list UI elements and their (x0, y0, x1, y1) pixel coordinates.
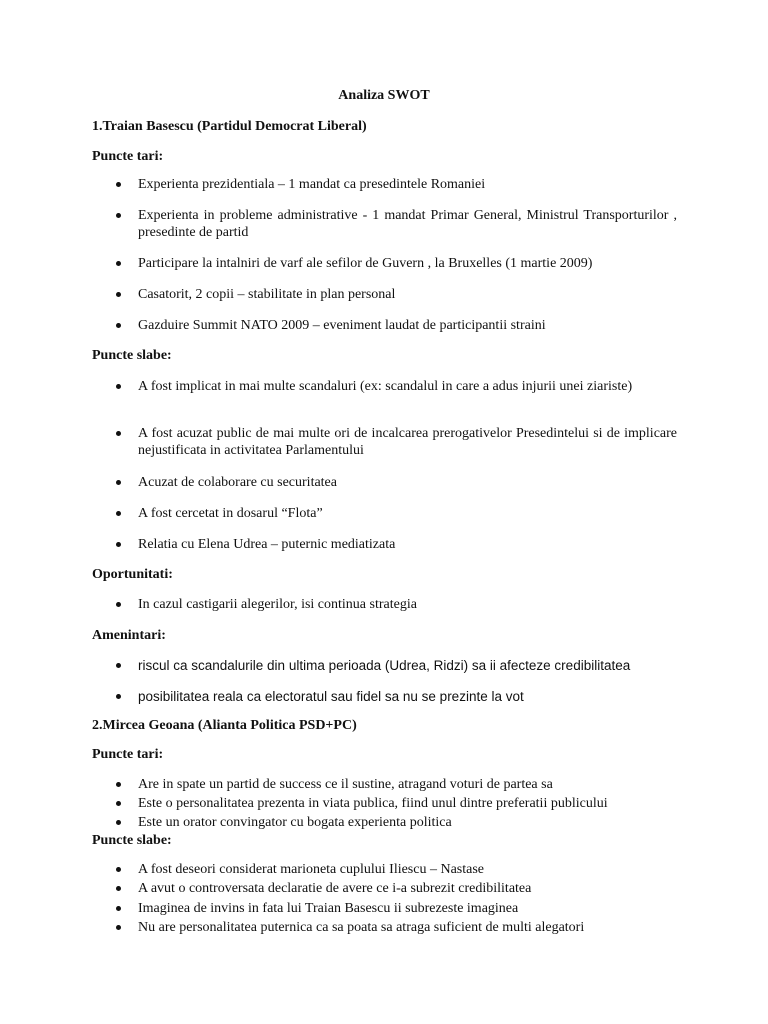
c2-weakness-item: A avut o controversata declaratie de avere ce i-a subrezit credibilitatea (138, 881, 532, 896)
c2-strength-item: Este o personalitatea prezenta in viata publica, fiind unul dintre preferatii publicului (138, 796, 608, 811)
bullet-icon (114, 317, 124, 334)
c2-weakness-item: Imaginea de invins in fata lui Traian Basescu ii subrezeste imaginea (138, 901, 519, 916)
c1-strengths-label: Puncte tari: (92, 149, 164, 164)
bullet-icon (114, 900, 124, 917)
bullet-icon (114, 596, 124, 613)
c1-weakness-item: A fost cercetat in dosarul “Flota” (138, 506, 323, 521)
c1-opportunity-item: In cazul castigarii alegerilor, isi continua strategia (138, 597, 417, 612)
candidate-1-heading: 1.Traian Basescu (Partidul Democrat Liberal) (92, 119, 367, 134)
bullet-icon (114, 795, 124, 812)
bullet-icon (114, 776, 124, 793)
bullet-icon (114, 536, 124, 553)
bullet-icon (114, 378, 124, 395)
c2-strengths-label: Puncte tari: (92, 747, 164, 762)
bullet-icon (114, 919, 124, 936)
c2-weakness-item: A fost deseori considerat marioneta cuplului Iliescu – Nastase (138, 862, 485, 877)
bullet-icon (114, 505, 124, 522)
bullet-icon (114, 688, 124, 705)
bullet-icon (114, 814, 124, 831)
c1-weaknesses-label: Puncte slabe: (92, 348, 172, 363)
c1-strength-item: Participare la intalniri de varf ale sefilor de Guvern , la Bruxelles (1 martie 2009) (138, 256, 593, 271)
bullet-icon (114, 880, 124, 897)
c2-weakness-item: Nu are personalitatea puternica ca sa poata sa atraga suficient de multi alegatori (138, 920, 585, 935)
c2-weaknesses-label: Puncte slabe: (92, 833, 172, 848)
c1-weakness-item: A fost acuzat public de mai multe ori de incalcarea prerogativelor Presedintelui si de implicare nejustificata in activitatea Parlamentului (138, 426, 677, 458)
c1-strength-item: Experienta prezidentiala – 1 mandat ca presedintele Romaniei (138, 177, 486, 192)
bullet-icon (114, 176, 124, 193)
candidate-2-heading: 2.Mircea Geoana (Alianta Politica PSD+PC) (92, 718, 357, 733)
c1-threat-item: riscul ca scandalurile din ultima perioada (Udrea, Ridzi) sa ii afecteze credibilitatea (138, 658, 631, 673)
bullet-icon (114, 286, 124, 303)
bullet-icon (114, 474, 124, 491)
c1-weakness-item: A fost implicat in mai multe scandaluri (ex: scandalul in care a adus injurii unei ziariste) (138, 379, 633, 394)
c1-threat-item: posibilitatea reala ca electoratul sau fidel sa nu se prezinte la vot (138, 689, 524, 704)
c2-strength-item: Are in spate un partid de success ce il sustine, atragand voturi de partea sa (138, 777, 553, 792)
c1-weakness-item: Relatia cu Elena Udrea – puternic mediatizata (138, 537, 396, 552)
bullet-icon (114, 207, 124, 224)
bullet-icon (114, 425, 124, 442)
c1-opportunities-label: Oportunitati: (92, 567, 173, 582)
bullet-icon (114, 861, 124, 878)
c1-weakness-item: Acuzat de colaborare cu securitatea (138, 475, 337, 490)
document-title: Analiza SWOT (338, 88, 430, 103)
c2-strength-item: Este un orator convingator cu bogata experienta politica (138, 815, 452, 830)
c1-strength-item: Casatorit, 2 copii – stabilitate in plan personal (138, 287, 396, 302)
c1-strength-item: Gazduire Summit NATO 2009 – eveniment laudat de participantii straini (138, 318, 546, 333)
c1-threats-label: Amenintari: (92, 628, 166, 643)
bullet-icon (114, 657, 124, 674)
bullet-icon (114, 255, 124, 272)
c1-strength-item: Experienta in probleme administrative - 1 mandat Primar General, Ministrul Transporturilor , presedinte de partid (138, 208, 677, 240)
